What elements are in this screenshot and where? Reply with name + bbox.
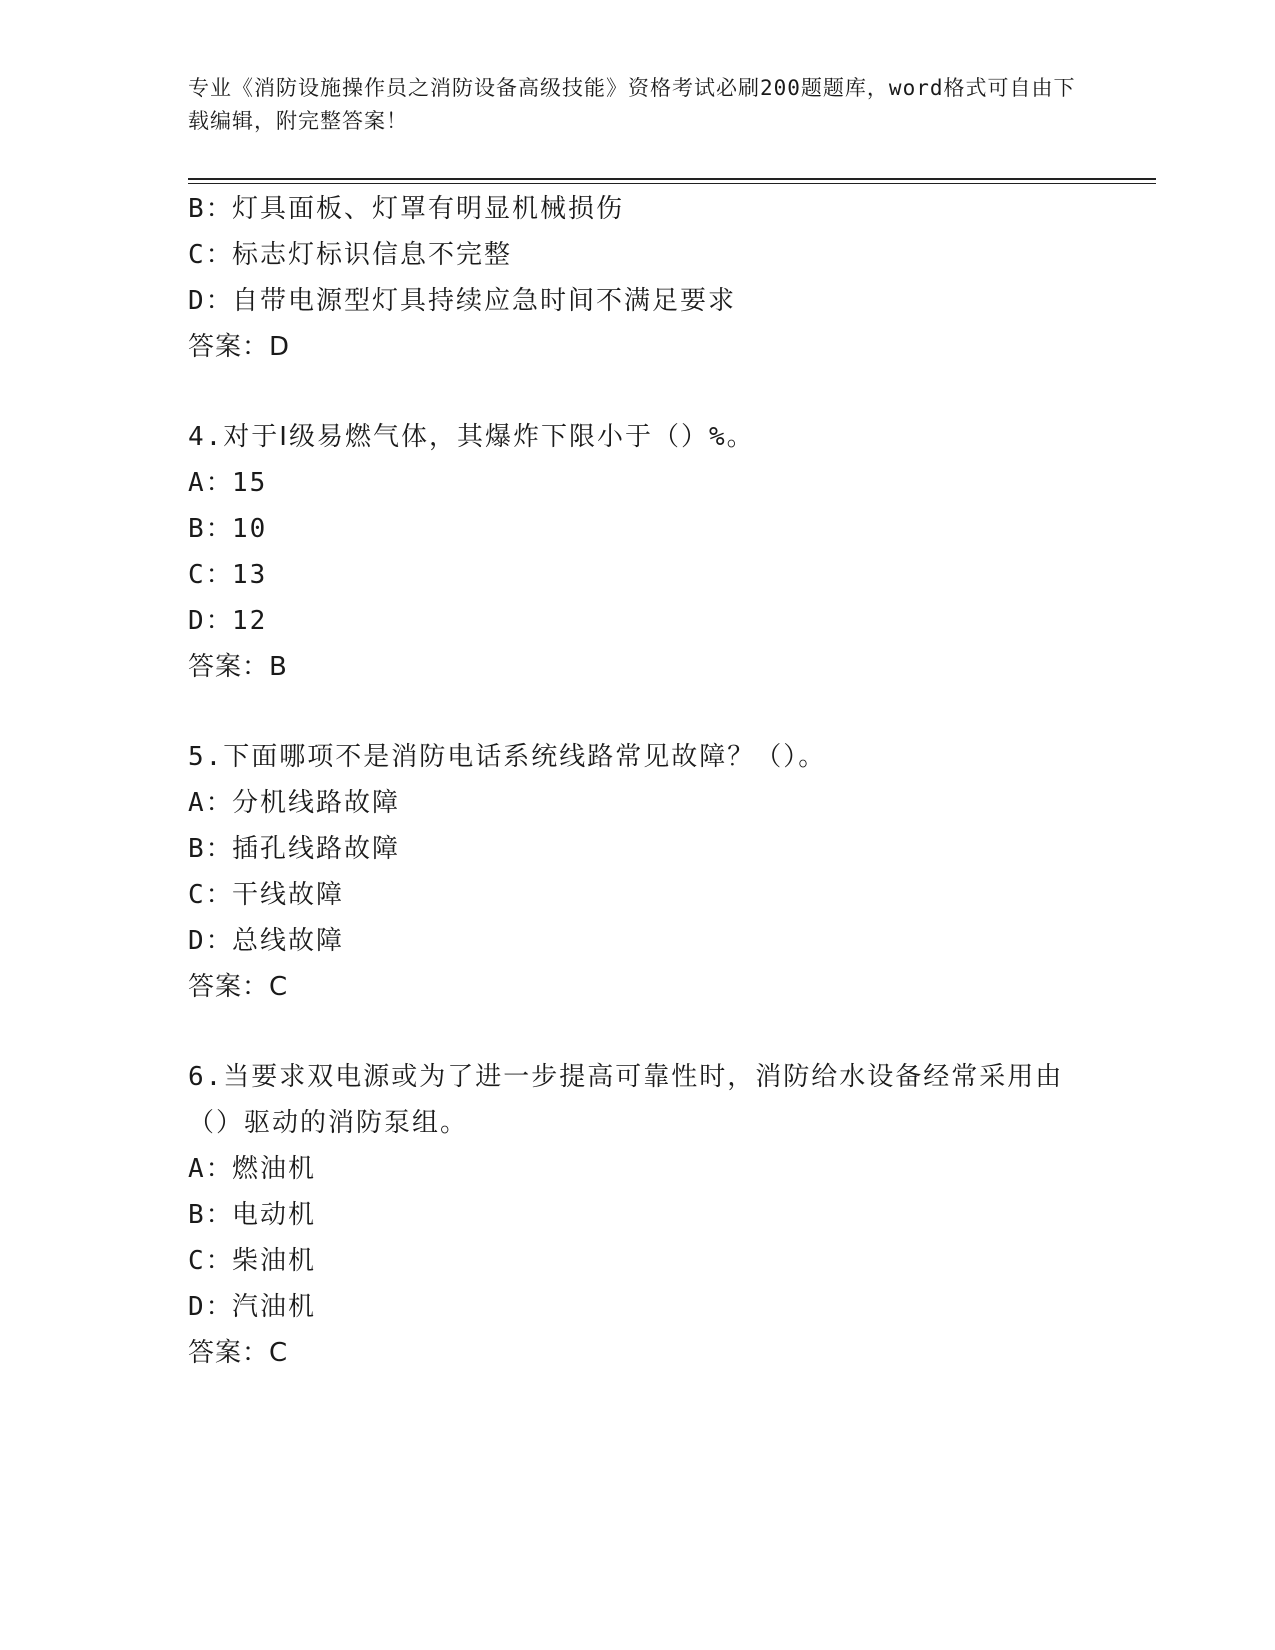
option-key: B：	[188, 194, 234, 224]
option-key: C：	[188, 1246, 234, 1276]
question-continued	[188, 186, 1088, 370]
option-item	[188, 1238, 1088, 1284]
option-text: 自带电源型灯具持续应急时间不满足要求	[232, 286, 737, 316]
option-key: D：	[188, 606, 234, 636]
option-key: B：	[188, 834, 234, 864]
option-item	[188, 826, 1088, 872]
question-item	[188, 1054, 1088, 1376]
option-text: 汽油机	[232, 1292, 317, 1322]
document-header: 专业《消防设施操作员之消防设备高级技能》资格考试必刷200题题库，word格式可自由下载编辑，附完整答案！	[188, 76, 1076, 133]
option-key: C：	[188, 880, 234, 910]
answer-line: 答案：D	[188, 332, 291, 362]
question-list	[188, 186, 1088, 1376]
option-key: B：	[188, 1200, 234, 1230]
option-text: 分机线路故障	[232, 788, 401, 818]
option-item	[188, 232, 1088, 278]
option-key: B：	[188, 514, 234, 544]
option-item	[188, 1192, 1088, 1238]
question-stem: 6.当要求双电源或为了进一步提高可靠性时，消防给水设备经常采用由（）驱动的消防泵组。	[188, 1062, 1064, 1138]
option-text: 15	[232, 468, 268, 498]
option-text: 13	[232, 560, 268, 590]
option-item	[188, 1146, 1088, 1192]
option-text: 柴油机	[232, 1246, 317, 1276]
option-key: A：	[188, 468, 234, 498]
option-key: A：	[188, 788, 234, 818]
option-key: D：	[188, 1292, 234, 1322]
question-stem: 5.下面哪项不是消防电话系统线路常见故障？（）。	[188, 742, 827, 772]
option-item	[188, 278, 1088, 324]
option-text: 灯具面板、灯罩有明显机械损伤	[232, 194, 625, 224]
answer-line: 答案：B	[188, 652, 288, 682]
option-key: D：	[188, 926, 234, 956]
option-item	[188, 1284, 1088, 1330]
answer-line: 答案：C	[188, 972, 289, 1002]
header-rule-thick	[188, 178, 1156, 180]
option-key: A：	[188, 1154, 234, 1184]
option-text: 干线故障	[232, 880, 345, 910]
option-item	[188, 780, 1088, 826]
question-item	[188, 734, 1088, 1010]
option-item	[188, 918, 1088, 964]
option-key: C：	[188, 240, 234, 270]
option-item	[188, 186, 1088, 232]
option-key: C：	[188, 560, 234, 590]
option-item	[188, 872, 1088, 918]
question-item	[188, 414, 1088, 690]
option-text: 总线故障	[232, 926, 345, 956]
answer-line: 答案：C	[188, 1338, 289, 1368]
option-text: 电动机	[232, 1200, 317, 1230]
option-item	[188, 506, 1088, 552]
option-text: 标志灯标识信息不完整	[232, 240, 513, 270]
option-text: 12	[232, 606, 268, 636]
question-stem: 4.对于Ⅰ级易燃气体，其爆炸下限小于（）%。	[188, 422, 755, 452]
option-key: D：	[188, 286, 234, 316]
option-item	[188, 552, 1088, 598]
header-rule-thin	[188, 183, 1156, 184]
option-text: 10	[232, 514, 268, 544]
option-item	[188, 598, 1088, 644]
option-item	[188, 460, 1088, 506]
option-text: 燃油机	[232, 1154, 317, 1184]
option-text: 插孔线路故障	[232, 834, 401, 864]
